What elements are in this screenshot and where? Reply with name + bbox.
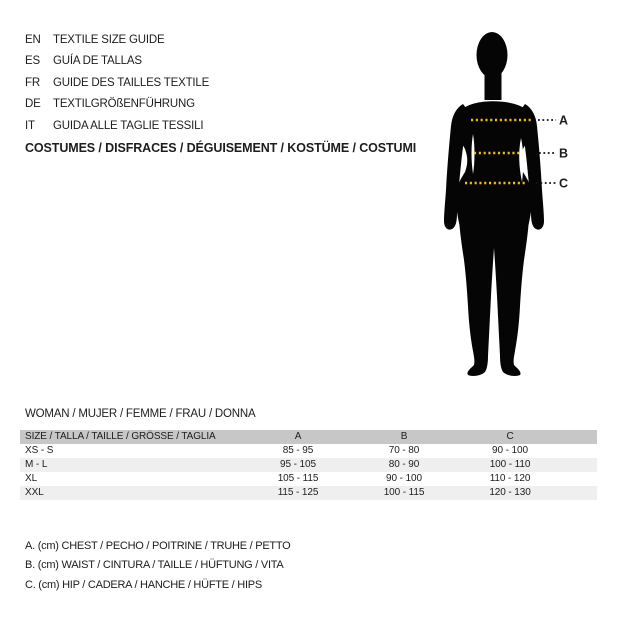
waist-cell: 70 - 80 bbox=[388, 445, 420, 456]
table-row bbox=[20, 472, 597, 486]
language-code: IT bbox=[25, 119, 35, 132]
size-cell: XS - S bbox=[25, 445, 54, 456]
size-cell: XXL bbox=[25, 487, 44, 498]
spacer-cell bbox=[563, 458, 597, 472]
marker-label-b: B bbox=[559, 146, 569, 161]
spacer-cell bbox=[563, 444, 597, 458]
woman-silhouette-figure bbox=[430, 28, 570, 378]
header-spacer bbox=[563, 430, 597, 444]
language-row-fr bbox=[25, 73, 209, 94]
hip-cell: 110 - 120 bbox=[489, 473, 531, 484]
table-row bbox=[20, 486, 597, 500]
language-row-es bbox=[25, 51, 209, 72]
hip-cell: 90 - 100 bbox=[492, 445, 528, 456]
language-label: TEXTILGRÖßENFÜHRUNG bbox=[53, 98, 195, 111]
marker-label-c: C bbox=[559, 176, 569, 191]
waist-cell: 100 - 115 bbox=[383, 487, 425, 498]
language-label: TEXTILE SIZE GUIDE bbox=[53, 34, 165, 46]
legend-hip: C. (cm) HIP / CADERA / HANCHE / HÜFTE / HIPS bbox=[25, 578, 262, 591]
silhouette-legs bbox=[458, 194, 530, 376]
table-header-row bbox=[20, 430, 597, 444]
language-code: DE bbox=[25, 98, 41, 111]
language-row-de bbox=[25, 94, 209, 115]
woman-silhouette-svg bbox=[430, 28, 570, 378]
measurement-legend bbox=[25, 537, 290, 595]
legend-chest: A. (cm) CHEST / PECHO / POITRINE / TRUHE / PETTO bbox=[25, 540, 291, 552]
header-size-column: SIZE / TALLA / TAILLE / GRÖSSE / TAGLIA bbox=[25, 431, 216, 442]
gender-title: WOMAN / MUJER / FEMME / FRAU / DONNA bbox=[25, 408, 256, 420]
size-table bbox=[20, 430, 597, 500]
woman-silhouette bbox=[444, 32, 544, 376]
table-row bbox=[20, 444, 597, 458]
hip-cell: 100 - 110 bbox=[489, 459, 531, 470]
language-code: EN bbox=[25, 34, 41, 46]
header-c-column: C bbox=[506, 431, 514, 442]
language-label: GUÍA DE TALLAS bbox=[53, 55, 142, 68]
chest-cell: 85 - 95 bbox=[282, 445, 314, 456]
waist-cell: 90 - 100 bbox=[386, 473, 422, 484]
spacer-cell bbox=[563, 486, 597, 500]
waist-cell: 80 - 90 bbox=[388, 459, 420, 470]
language-row-en bbox=[25, 30, 209, 51]
hip-cell: 120 - 130 bbox=[489, 487, 531, 498]
language-list bbox=[25, 30, 209, 137]
language-code: FR bbox=[25, 76, 40, 89]
chest-cell: 105 - 115 bbox=[277, 473, 319, 484]
legend-waist: B. (cm) WAIST / CINTURA / TAILLE / HÜFTUNG / VITA bbox=[25, 559, 284, 572]
silhouette-neck bbox=[485, 68, 502, 100]
header-b-column: B bbox=[400, 431, 408, 442]
size-cell: XL bbox=[25, 473, 38, 484]
chest-cell: 95 - 105 bbox=[280, 459, 316, 470]
marker-label-a: A bbox=[559, 113, 569, 128]
size-cell: M - L bbox=[25, 459, 48, 470]
language-label: GUIDE DES TAILLES TEXTILE bbox=[53, 76, 210, 89]
spacer-cell bbox=[563, 472, 597, 486]
language-code: ES bbox=[25, 55, 40, 68]
category-title: COSTUMES / DISFRACES / DÉGUISEMENT / KOSTÜME / COSTUMI bbox=[25, 141, 417, 155]
header-a-column: A bbox=[294, 431, 302, 442]
table-row bbox=[20, 458, 597, 472]
language-label: GUIDA ALLE TAGLIE TESSILI bbox=[53, 119, 204, 132]
language-row-it bbox=[25, 116, 209, 137]
chest-cell: 115 - 125 bbox=[277, 487, 319, 498]
